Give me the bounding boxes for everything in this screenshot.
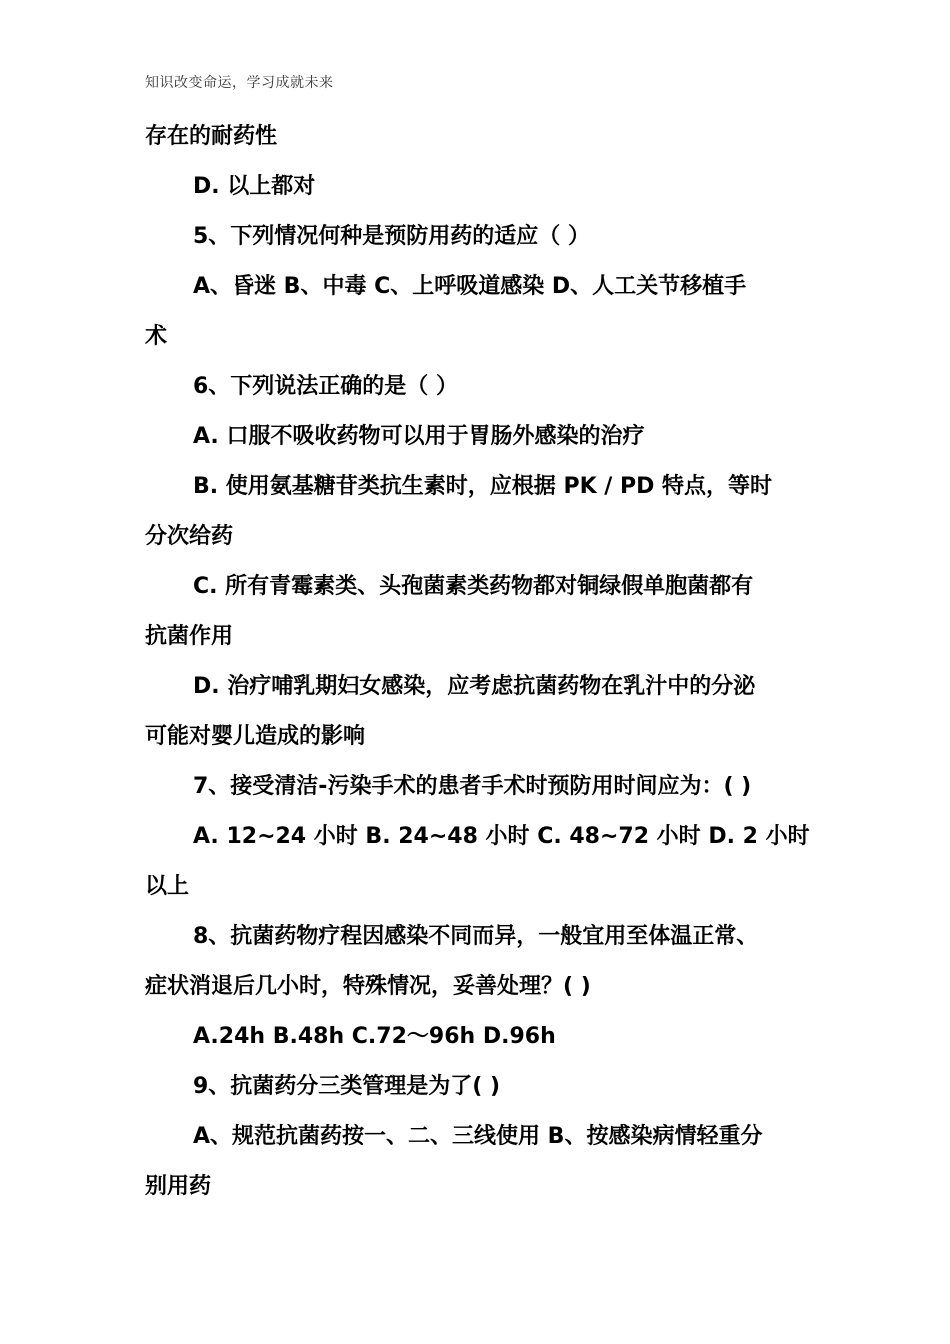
question-8-options: A.24h B.48h C.72～96h D.96h xyxy=(193,1024,556,1049)
question-7-options: A. 12~24 小时 B. 24~48 小时 C. 48~72 小时 D. 2 小时 xyxy=(193,824,810,849)
text-line: 症状消退后几小时，特殊情况，妥善处理？( ) xyxy=(145,974,591,999)
text-line: 术 xyxy=(145,324,168,349)
document-body xyxy=(145,112,813,1212)
question-6-option-c: C. 所有青霉素类、头孢菌素类药物都对铜绿假单胞菌都有 xyxy=(193,574,754,599)
question-7: 7、接受清洁-污染手术的患者手术时预防用时间应为：( ) xyxy=(193,774,752,799)
text-line: 分次给药 xyxy=(145,524,234,549)
text-line: 别用药 xyxy=(145,1174,212,1199)
question-6: 6、下列说法正确的是（ ） xyxy=(193,374,458,399)
page-header: 知识改变命运，学习成就未来 xyxy=(145,75,334,91)
question-9-options: A、规范抗菌药按一、二、三线使用 B、按感染病情轻重分 xyxy=(193,1124,763,1149)
text-line: D. 以上都对 xyxy=(193,174,316,199)
question-6-option-a: A. 口服不吸收药物可以用于胃肠外感染的治疗 xyxy=(193,424,645,449)
question-9: 9、抗菌药分三类管理是为了( ) xyxy=(193,1074,501,1099)
text-line: 存在的耐药性 xyxy=(145,124,278,149)
text-line: 以上 xyxy=(145,874,190,899)
text-line: 可能对婴儿造成的影响 xyxy=(145,724,366,749)
question-6-option-b: B. 使用氨基糖苷类抗生素时，应根据 PK / PD 特点，等时 xyxy=(193,474,773,499)
question-5: 5、下列情况何种是预防用药的适应（ ） xyxy=(193,224,590,249)
text-line: 抗菌作用 xyxy=(145,624,234,649)
question-8: 8、抗菌药物疗程因感染不同而异，一般宜用至体温正常、 xyxy=(193,924,759,949)
question-5-options: A、昏迷 B、中毒 C、上呼吸道感染 D、人工关节移植手 xyxy=(193,274,747,299)
question-6-option-d: D. 治疗哺乳期妇女感染，应考虑抗菌药物在乳汁中的分泌 xyxy=(193,674,756,699)
